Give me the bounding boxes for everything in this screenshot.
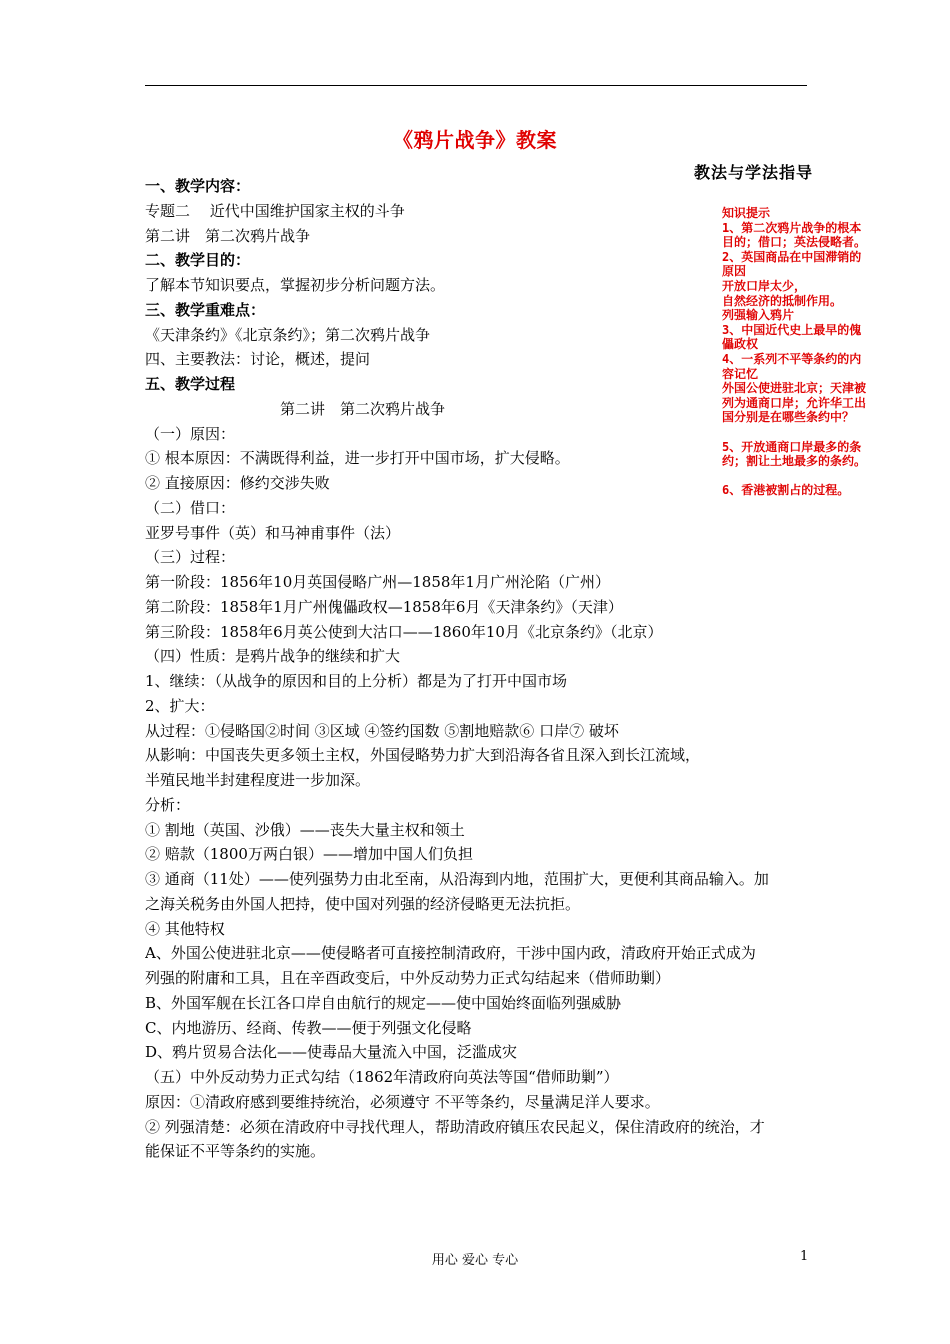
body-line: 四、主要教法：讨论，概述，提问	[145, 350, 371, 369]
body-line: （二）借口：	[145, 498, 236, 517]
body-line: ③ 通商（11处）——使列强势力由北至南，从沿海到内地，范围扩大，更便利其商品输入。加	[145, 870, 769, 888]
body-line: 列强的附庸和工具，且在辛酉政变后，中外反动势力正式勾结起来（借师助剿）	[145, 969, 671, 987]
section-heading: 三、教学重难点：	[145, 300, 266, 319]
body-line: 《天津条约》《北京条约》；第二次鸦片战争	[145, 325, 431, 344]
page-footer: 用心 爱心 专心	[431, 1253, 519, 1268]
body-line: （五）中外反动势力正式勾结（1862年清政府向英法等国“借师助剿”）	[145, 1068, 619, 1086]
body-line: （三）过程：	[145, 548, 236, 567]
side-note-line: 自然经济的抵制作用。	[722, 293, 843, 308]
lecture-heading: 第二讲 第二次鸦片战争	[280, 399, 446, 418]
body-line: 分析：	[145, 795, 191, 814]
body-line: 亚罗号事件（英）和马神甫事件（法）	[145, 523, 401, 542]
body-line: 1、继续：（从战争的原因和目的上分析）都是为了打开中国市场	[145, 672, 568, 690]
body-line: ② 赔款（1800万两白银）——增加中国人们负担	[145, 845, 473, 864]
side-heading: 教法与学法指导	[694, 163, 814, 182]
side-note-line: 3、中国近代史上最早的傀儡政权	[722, 322, 862, 352]
side-note-line: 1、第二次鸦片战争的根本目的；借口；英法侵略者。	[722, 220, 867, 250]
body-line: 专题二 近代中国维护国家主权的斗争	[145, 201, 405, 220]
body-line: 第二讲 第二次鸦片战争	[145, 226, 311, 245]
body-line: B、外国军舰在长江各口岸自由航行的规定——使中国始终面临列强威胁	[145, 993, 622, 1012]
body-line: 2、扩大：	[145, 696, 215, 715]
body-line: 从过程：①侵略国②时间 ③区域 ④签约国数 ⑤割地赔款⑥ 口岸⑦ 破坏	[145, 721, 619, 740]
section-heading: 五、教学过程	[145, 375, 236, 393]
body-line: 能保证不平等条约的实施。	[145, 1142, 326, 1161]
body-line: （四）性质：是鸦片战争的继续和扩大	[145, 647, 401, 666]
side-note-line: 列强输入鸦片	[722, 308, 795, 323]
side-note-line: 6、香港被割占的过程。	[722, 483, 850, 498]
section-heading: 二、教学目的：	[145, 251, 251, 270]
lesson-body	[145, 174, 813, 1164]
body-line: A、外国公使进驻北京——使侵略者可直接控制清政府，干涉中国内政，清政府开始正式成为	[145, 944, 756, 963]
page-number: 1	[800, 1249, 809, 1264]
side-note-line: 5、开放通商口岸最多的条约；割让土地最多的条约。	[722, 439, 867, 469]
body-line: 从影响：中国丧失更多领土主权，外国侵略势力扩大到沿海各省且深入到长江流域，	[145, 746, 701, 765]
body-line: 半殖民地半封建程度进一步加深。	[145, 771, 371, 789]
side-note-line: 开放口岸太少，	[722, 278, 807, 293]
side-note-line: 4、一系列不平等条约的内容记忆	[722, 351, 862, 381]
body-line: ② 列强清楚：必须在清政府中寻找代理人，帮助清政府镇压农民起义，保住清政府的统治，才	[145, 1117, 765, 1136]
body-line: ② 直接原因：修约交涉失败	[145, 474, 330, 492]
body-line: ① 根本原因：不满既得利益，进一步打开中国市场，扩大侵略。	[145, 449, 570, 468]
document-title: 《鸦片战争》教案	[393, 128, 557, 152]
side-note-line: 知识提示	[722, 206, 771, 220]
body-line: 第三阶段：1858年6月英公使到大沽口——1860年10月《北京条约》（北京）	[145, 622, 663, 641]
body-line: ① 割地（英国、沙俄）——丧失大量主权和领土	[145, 820, 465, 839]
side-note-line: 2、英国商品在中国滞销的原因	[722, 249, 862, 279]
body-line: C、内地游历、经商、传教——便于列强文化侵略	[145, 1018, 472, 1037]
body-line: D、鸦片贸易合法化——使毒品大量流入中国，泛滥成灾	[145, 1043, 518, 1062]
body-line: 原因：①清政府感到要维持统治，必须遵守 不平等条约，尽量满足洋人要求。	[145, 1092, 660, 1111]
body-line: （一）原因：	[145, 424, 236, 443]
header-rule	[145, 85, 807, 86]
body-line: 第一阶段：1856年10月英国侵略广州—1858年1月广州沦陷（广州）	[145, 573, 610, 591]
section-heading: 一、教学内容：	[145, 177, 251, 195]
body-line: 之海关税务由外国人把持，使中国对列强的经济侵略更无法抗拒。	[145, 894, 581, 913]
body-line: ④ 其他特权	[145, 919, 225, 938]
body-line: 第二阶段：1858年1月广州傀儡政权—1858年6月《天津条约》（天津）	[145, 597, 623, 616]
body-line: 了解本节知识要点，掌握初步分析问题方法。	[145, 276, 446, 294]
side-note-line: 外国公使进驻北京；天津被列为通商口岸；允许华工出国分别是在哪些条约中？	[722, 381, 867, 425]
